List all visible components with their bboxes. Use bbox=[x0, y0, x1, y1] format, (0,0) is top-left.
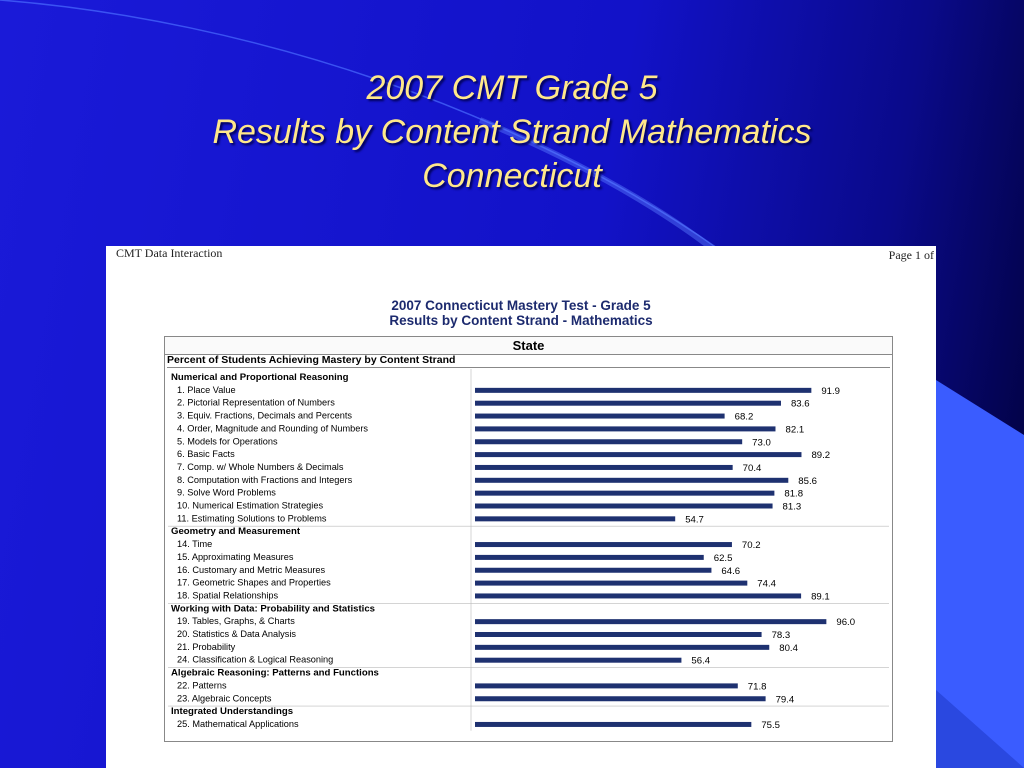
value-label: 82.1 bbox=[785, 424, 805, 436]
value-label: 75.5 bbox=[761, 719, 781, 731]
value-label: 62.5 bbox=[713, 552, 733, 564]
bar bbox=[475, 414, 725, 419]
chart-title-line: 2007 Connecticut Mastery Test - Grade 5 bbox=[391, 298, 651, 313]
value-label: 79.4 bbox=[775, 694, 795, 706]
group-label: Geometry and Measurement bbox=[171, 526, 301, 538]
value-label: 89.2 bbox=[811, 450, 831, 462]
item-label: 16. Customary and Metric Measures bbox=[177, 564, 326, 575]
bar bbox=[475, 465, 733, 470]
item-label: 6. Basic Facts bbox=[177, 449, 235, 460]
item-label: 9. Solve Word Problems bbox=[177, 487, 276, 498]
slide-title bbox=[0, 66, 1024, 198]
value-label: 83.6 bbox=[790, 398, 810, 410]
group-label: Working with Data: Probability and Statistics bbox=[171, 603, 375, 615]
value-label: 70.2 bbox=[741, 540, 761, 552]
bar bbox=[475, 388, 811, 393]
item-label: 5. Models for Operations bbox=[177, 436, 278, 447]
state-header: State bbox=[165, 337, 892, 355]
value-label: 81.3 bbox=[782, 501, 802, 513]
bar bbox=[475, 401, 781, 406]
bar bbox=[475, 722, 751, 727]
item-label: 15. Approximating Measures bbox=[177, 551, 294, 562]
item-label: 20. Statistics & Data Analysis bbox=[177, 629, 296, 639]
bar bbox=[475, 491, 774, 496]
item-label: 21. Probability bbox=[177, 641, 236, 652]
item-label: 10. Numerical Estimation Strategies bbox=[177, 500, 324, 511]
document-header-left: CMT Data Interaction bbox=[116, 246, 223, 260]
slide-title-line-3: Connecticut bbox=[422, 157, 602, 195]
bar bbox=[475, 593, 801, 598]
results-table bbox=[164, 336, 893, 742]
value-label: 91.9 bbox=[821, 385, 841, 397]
item-label: 7. Comp. w/ Whole Numbers & Decimals bbox=[177, 461, 344, 472]
bar bbox=[475, 555, 704, 560]
slide-title-line-1: 2007 CMT Grade 5 bbox=[366, 69, 658, 107]
value-label: 70.4 bbox=[742, 462, 762, 474]
item-label: 3. Equiv. Fractions, Decimals and Percents bbox=[177, 410, 352, 421]
bar bbox=[475, 683, 738, 688]
value-label: 71.8 bbox=[747, 681, 767, 693]
chart-title bbox=[106, 298, 936, 328]
value-label: 56.4 bbox=[691, 655, 711, 667]
item-label: 11. Estimating Solutions to Problems bbox=[177, 513, 327, 524]
bar bbox=[475, 439, 742, 444]
value-label: 68.2 bbox=[734, 411, 754, 423]
item-label: 14. Time bbox=[177, 539, 213, 550]
bar bbox=[475, 542, 732, 547]
bar bbox=[475, 452, 801, 457]
bar bbox=[475, 426, 775, 431]
value-label: 74.4 bbox=[757, 578, 776, 590]
value-label: 78.3 bbox=[771, 630, 791, 641]
bar bbox=[475, 619, 826, 624]
value-label: 64.6 bbox=[721, 565, 741, 577]
item-label: 24. Classification & Logical Reasoning bbox=[177, 654, 334, 665]
item-label: 22. Patterns bbox=[177, 680, 227, 691]
item-label: 19. Tables, Graphs, & Charts bbox=[177, 616, 295, 627]
group-label: Numerical and Proportional Reasoning bbox=[171, 372, 349, 383]
value-label: 73.0 bbox=[752, 437, 771, 449]
bar bbox=[475, 632, 762, 637]
bar bbox=[475, 568, 711, 573]
bar bbox=[475, 581, 747, 586]
item-label: 23. Algebraic Concepts bbox=[177, 693, 272, 704]
report-document bbox=[106, 246, 936, 768]
value-label: 85.6 bbox=[798, 475, 817, 487]
item-label: 8. Computation with Fractions and Integers bbox=[177, 474, 353, 485]
slide-title-line-2: Results by Content Strand Mathematics bbox=[212, 113, 812, 151]
bar bbox=[475, 645, 769, 650]
bar bbox=[475, 658, 681, 663]
table-heading: Percent of Students Achieving Mastery by Content Strand bbox=[167, 354, 890, 368]
bar bbox=[475, 696, 766, 701]
value-label: 96.0 bbox=[836, 617, 856, 629]
bar-chart bbox=[165, 337, 892, 741]
item-label: 2. Pictorial Representation of Numbers bbox=[177, 397, 335, 408]
bar bbox=[475, 516, 675, 521]
group-label: Integrated Understandings bbox=[171, 706, 294, 718]
chart-subtitle-line: Results by Content Strand - Mathematics bbox=[389, 313, 653, 328]
item-label: 1. Place Value bbox=[177, 384, 236, 395]
item-label: 25. Mathematical Applications bbox=[177, 718, 299, 729]
item-label: 18. Spatial Relationships bbox=[177, 590, 279, 601]
group-label: Algebraic Reasoning: Patterns and Functions bbox=[171, 667, 379, 679]
value-label: 89.1 bbox=[811, 591, 830, 603]
item-label: 17. Geometric Shapes and Properties bbox=[177, 577, 331, 588]
document-header-right: Page 1 of bbox=[888, 248, 934, 262]
value-label: 81.8 bbox=[784, 488, 804, 500]
item-label: 4. Order, Magnitude and Rounding of Numbers bbox=[177, 423, 369, 434]
value-label: 80.4 bbox=[779, 642, 798, 654]
value-label: 54.7 bbox=[685, 514, 704, 526]
bar bbox=[475, 478, 788, 483]
bar bbox=[475, 504, 773, 509]
